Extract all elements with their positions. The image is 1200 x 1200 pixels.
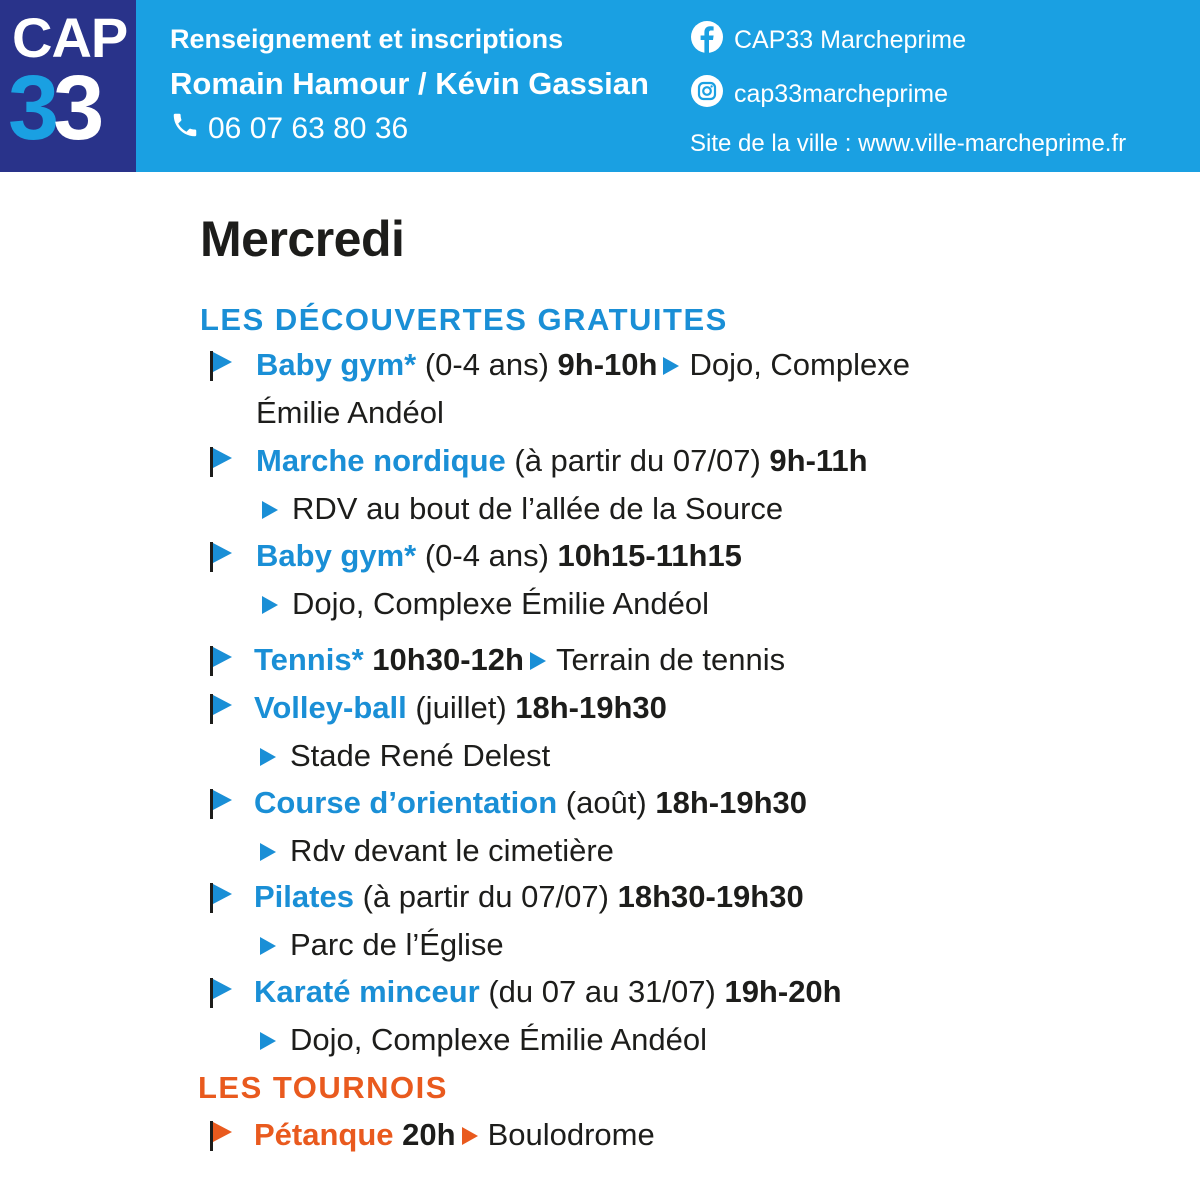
activity-time: 10h15-11h15 bbox=[557, 538, 742, 573]
activity-name: Karaté minceur bbox=[254, 974, 480, 1009]
facebook-link[interactable] bbox=[690, 20, 966, 61]
activity-name: Tennis* bbox=[254, 642, 364, 677]
arrow-icon bbox=[262, 501, 278, 519]
activity-time: 10h30-12h bbox=[372, 642, 524, 677]
activity-place-continued: Émilie Andéol bbox=[256, 395, 444, 430]
activity-name: Course d’orientation bbox=[254, 785, 558, 820]
contact-title: Renseignement et inscriptions bbox=[170, 24, 564, 54]
activity-name: Baby gym* bbox=[256, 538, 417, 573]
header-banner bbox=[0, 0, 1200, 172]
contact-names: Romain Hamour / Kévin Gassian bbox=[170, 66, 649, 101]
activity-detail: (juillet) bbox=[406, 690, 516, 725]
activity-detail bbox=[364, 642, 373, 677]
activity-time: 19h-20h bbox=[724, 974, 842, 1009]
activity-time: 18h-19h30 bbox=[515, 690, 667, 725]
activity-detail: (0-4 ans) bbox=[416, 347, 558, 382]
activity-place: RDV au bout de l’allée de la Source bbox=[292, 491, 784, 526]
activity-place: Terrain de tennis bbox=[555, 642, 786, 677]
activity-time: 9h-11h bbox=[769, 443, 868, 478]
activity-place: Dojo, Complexe Émilie Andéol bbox=[292, 586, 709, 621]
arrow-icon bbox=[262, 596, 278, 614]
arrow-icon bbox=[663, 357, 679, 375]
cap33-logo bbox=[0, 0, 136, 172]
instagram-link[interactable] bbox=[690, 74, 948, 115]
activity-name: Volley-ball bbox=[254, 690, 407, 725]
phone-number: 06 07 63 80 36 bbox=[208, 112, 409, 145]
facebook-label: CAP33 Marcheprime bbox=[734, 26, 967, 54]
section-title-decouvertes: LES DÉCOUVERTES GRATUITES bbox=[200, 302, 728, 337]
instagram-icon bbox=[690, 74, 724, 115]
arrow-icon bbox=[462, 1127, 478, 1145]
activity-place: Parc de l’Église bbox=[290, 927, 504, 962]
activity-time: 20h bbox=[402, 1117, 456, 1152]
flag-icon bbox=[208, 789, 234, 819]
flag-icon bbox=[208, 447, 234, 477]
activity-name: Baby gym* bbox=[256, 347, 417, 382]
activity-detail: (août) bbox=[557, 785, 656, 820]
activity-place: Dojo, Complexe Émilie Andéol bbox=[290, 1022, 707, 1057]
activity-time: 18h-19h30 bbox=[655, 785, 807, 820]
flag-icon bbox=[208, 542, 234, 572]
flag-icon bbox=[208, 978, 234, 1008]
flag-icon bbox=[208, 694, 234, 724]
arrow-icon bbox=[260, 937, 276, 955]
day-title: Mercredi bbox=[200, 211, 405, 267]
activity-name: Pilates bbox=[254, 879, 354, 914]
flag-icon bbox=[208, 1121, 234, 1151]
arrow-icon bbox=[260, 748, 276, 766]
activity-time: 18h30-19h30 bbox=[617, 879, 804, 914]
contact-phone[interactable] bbox=[170, 110, 408, 148]
logo-text-33: 33 bbox=[8, 57, 99, 159]
activity-place: Stade René Delest bbox=[290, 738, 551, 773]
arrow-icon bbox=[530, 652, 546, 670]
activity-place: Rdv devant le cimetière bbox=[290, 833, 614, 868]
activity-detail: (0-4 ans) bbox=[416, 538, 558, 573]
activity-place: Boulodrome bbox=[487, 1117, 655, 1152]
activity-detail: (à partir du 07/07) bbox=[353, 879, 618, 914]
facebook-icon bbox=[690, 20, 724, 61]
arrow-icon bbox=[260, 843, 276, 861]
activity-time: 9h-10h bbox=[557, 347, 658, 382]
flag-icon bbox=[208, 351, 234, 381]
activity-detail: (à partir du 07/07) bbox=[505, 443, 770, 478]
instagram-label: cap33marcheprime bbox=[734, 80, 948, 108]
logo-text-cap: CAP bbox=[12, 6, 128, 69]
city-website[interactable]: Site de la ville : www.ville-marcheprime.fr bbox=[690, 130, 1127, 157]
activity-detail bbox=[394, 1117, 403, 1152]
flag-icon bbox=[208, 646, 234, 676]
activity-name: Marche nordique bbox=[256, 443, 506, 478]
activity-place: Dojo, Complexe bbox=[689, 347, 910, 382]
activity-name: Pétanque bbox=[254, 1117, 394, 1152]
activity-detail: (du 07 au 31/07) bbox=[479, 974, 725, 1009]
phone-icon bbox=[170, 110, 200, 148]
section-title-tournois: LES TOURNOIS bbox=[198, 1070, 448, 1105]
arrow-icon bbox=[260, 1032, 276, 1050]
flag-icon bbox=[208, 883, 234, 913]
